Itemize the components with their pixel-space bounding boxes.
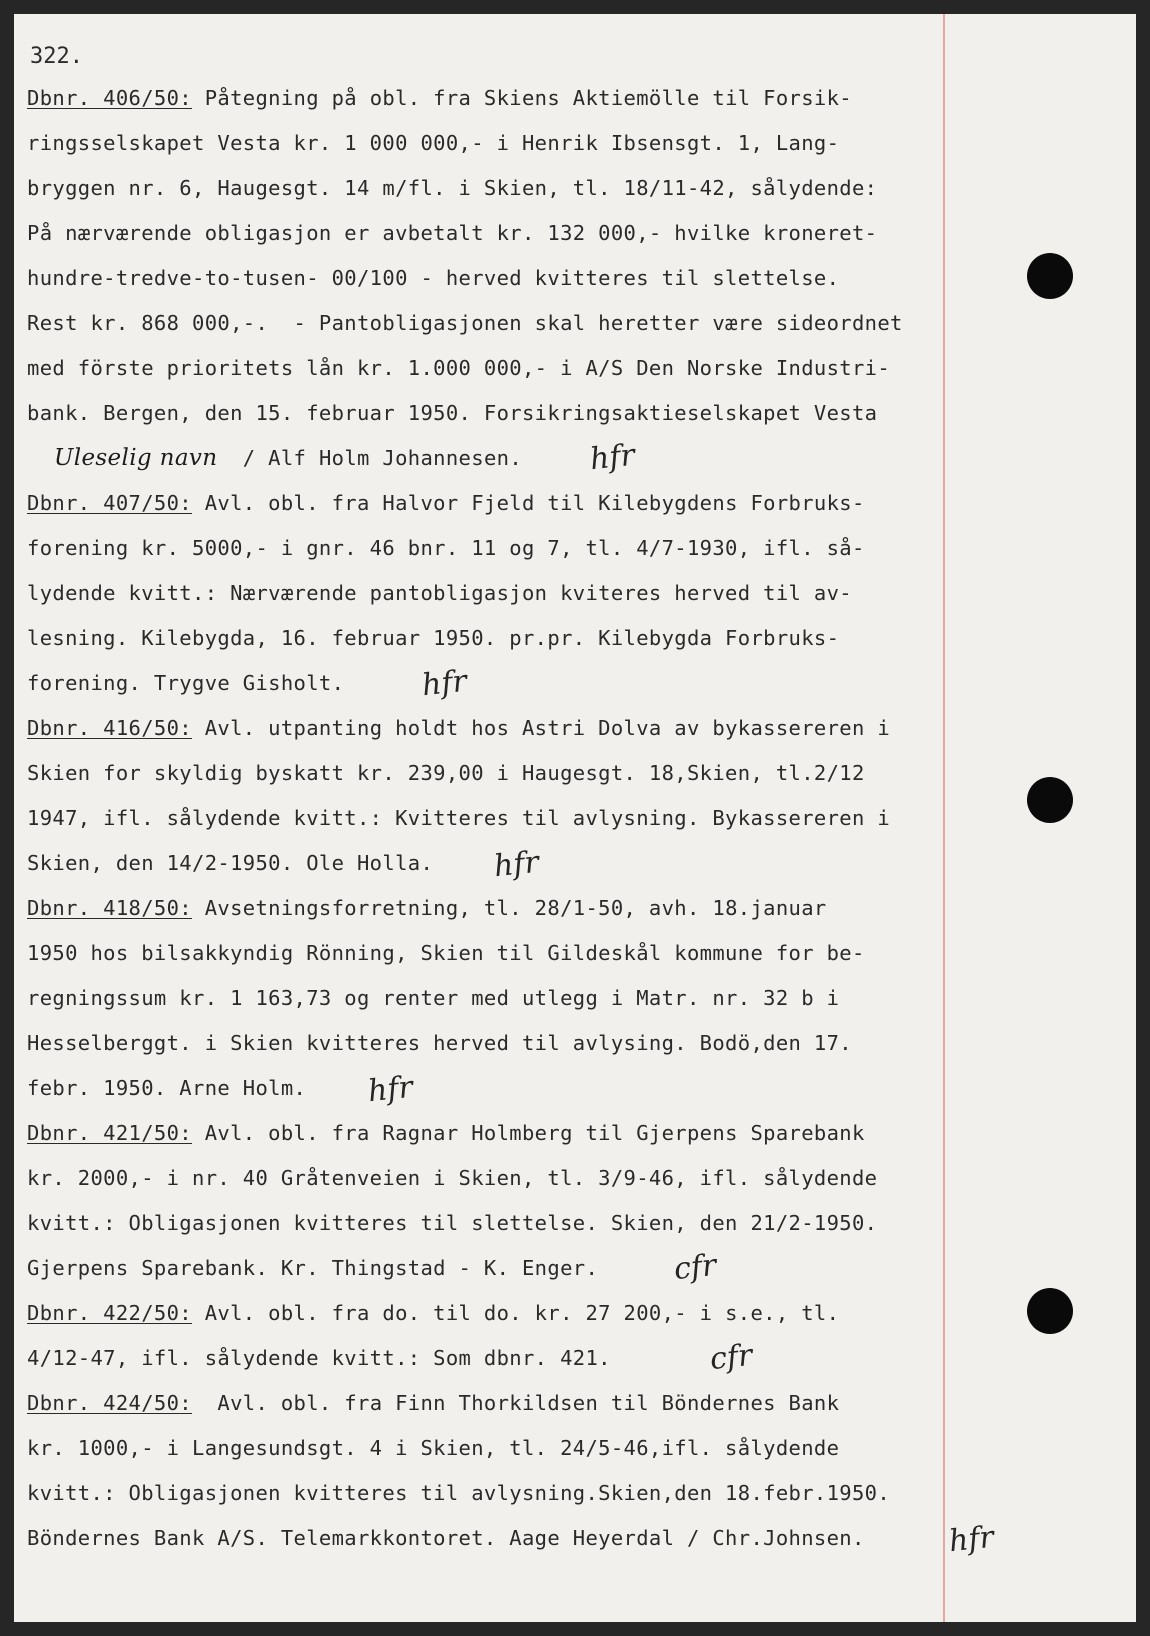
entry-text: Avl. utpanting holdt hos Astri Dolva av bykassereren i (192, 716, 891, 740)
signature-initials: cfr (672, 1247, 718, 1288)
page-number: 322. (30, 44, 83, 69)
ledger-page (14, 14, 1136, 1622)
punch-hole (1027, 253, 1073, 299)
entry-ref: Dbnr. 422/50: (27, 1301, 192, 1325)
handwritten-note: Uleselig navn (54, 445, 218, 471)
entry-line: forening. Trygve Gisholt. (27, 671, 345, 695)
entry-line (27, 491, 865, 515)
entry-ref: Dbnr. 416/50: (27, 716, 192, 740)
entry-ref: Dbnr. 418/50: (27, 896, 192, 920)
entry-line: lydende kvitt.: Nærværende pantobligasjon kviteres herved til av- (27, 581, 852, 605)
entry-line: Hesselberggt. i Skien kvitteres herved til avlysing. Bodö,den 17. (27, 1031, 852, 1055)
signature-initials: hfr (492, 844, 541, 885)
entry-line: febr. 1950. Arne Holm. (27, 1076, 307, 1100)
entry-line: På nærværende obligasjon er avbetalt kr. 132 000,- hvilke kroneret- (27, 221, 878, 245)
entry-text: Påtegning på obl. fra Skiens Aktiemölle til Forsik- (192, 86, 852, 110)
entry-line: forening kr. 5000,- i gnr. 46 bnr. 11 og 7, tl. 4/7-1930, ifl. så- (27, 536, 865, 560)
entry-text: / Alf Holm Johannesen. (217, 446, 523, 470)
entry-line: bryggen nr. 6, Haugesgt. 14 m/fl. i Skien, tl. 18/11-42, sålydende: (27, 176, 878, 200)
entry-line: regningssum kr. 1 163,73 og renter med utlegg i Matr. nr. 32 b i (27, 986, 840, 1010)
punch-hole (1027, 1288, 1073, 1334)
entry-line: bank. Bergen, den 15. februar 1950. Forsikringsaktieselskapet Vesta (27, 401, 878, 425)
signature-initials: hfr (366, 1069, 415, 1110)
entry-line: 1947, ifl. sålydende kvitt.: Kvitteres til avlysning. Bykassereren i (27, 806, 891, 830)
entry-text: Avl. obl. fra Ragnar Holmberg til Gjerpens Sparebank (192, 1121, 865, 1145)
entry-line: kr. 1000,- i Langesundsgt. 4 i Skien, tl. 24/5-46,ifl. sålydende (27, 1436, 840, 1460)
entry-line: hundre-tredve-to-tusen- 00/100 - herved kvitteres til slettelse. (27, 266, 840, 290)
signature-initials: hfr (420, 663, 469, 704)
entry-line: Rest kr. 868 000,-. - Pantobligasjonen skal heretter være sideordnet (27, 311, 903, 335)
entry-ref: Dbnr. 424/50: (27, 1391, 192, 1415)
entry-line (27, 716, 890, 740)
entry-line: Skien for skyldig byskatt kr. 239,00 i Haugesgt. 18,Skien, tl.2/12 (27, 761, 865, 785)
entry-text: Avl. obl. fra Finn Thorkildsen til Böndernes Bank (192, 1391, 840, 1415)
entry-line (27, 1391, 839, 1415)
entry-line: kvitt.: Obligasjonen kvitteres til slettelse. Skien, den 21/2-1950. (27, 1211, 878, 1235)
entry-text: Avl. obl. fra do. til do. kr. 27 200,- i s.e., tl. (192, 1301, 840, 1325)
signature-initials: cfr (708, 1337, 754, 1378)
entry-line (27, 86, 852, 110)
entry-line: Skien, den 14/2-1950. Ole Holla. (27, 851, 434, 875)
signature-initials: hfr (947, 1519, 996, 1560)
entry-line (27, 1301, 839, 1325)
entry-line: med förste prioritets lån kr. 1.000 000,- i A/S Den Norske Industri- (27, 356, 891, 380)
entry-line: kvitt.: Obligasjonen kvitteres til avlysning.Skien,den 18.febr.1950. (27, 1481, 891, 1505)
entry-line: 1950 hos bilsakkyndig Rönning, Skien til Gildeskål kommune for be- (27, 941, 865, 965)
entry-line: lesning. Kilebygda, 16. februar 1950. pr.pr. Kilebygda Forbruks- (27, 626, 840, 650)
entry-line (27, 1121, 865, 1145)
entry-line: ringsselskapet Vesta kr. 1 000 000,- i Henrik Ibsensgt. 1, Lang- (27, 131, 840, 155)
entry-ref: Dbnr. 407/50: (27, 491, 192, 515)
entry-line: Böndernes Bank A/S. Telemarkkontoret. Aage Heyerdal / Chr.Johnsen. (27, 1526, 865, 1550)
entry-text: Avl. obl. fra Halvor Fjeld til Kilebygdens Forbruks- (192, 491, 865, 515)
entry-line: 4/12-47, ifl. sålydende kvitt.: Som dbnr. 421. (27, 1346, 611, 1370)
entry-ref: Dbnr. 406/50: (27, 86, 192, 110)
signature-initials: hfr (588, 437, 637, 478)
entry-line: kr. 2000,- i nr. 40 Gråtenveien i Skien, tl. 3/9-46, ifl. sålydende (27, 1166, 878, 1190)
entry-text: Avsetningsforretning, tl. 28/1-50, avh. 18.januar (192, 896, 827, 920)
margin-rule (943, 14, 945, 1622)
punch-hole (1027, 777, 1073, 823)
entry-ref: Dbnr. 421/50: (27, 1121, 192, 1145)
entry-line (27, 896, 827, 920)
entry-line (54, 446, 522, 470)
entry-line: Gjerpens Sparebank. Kr. Thingstad - K. Enger. (27, 1256, 599, 1280)
